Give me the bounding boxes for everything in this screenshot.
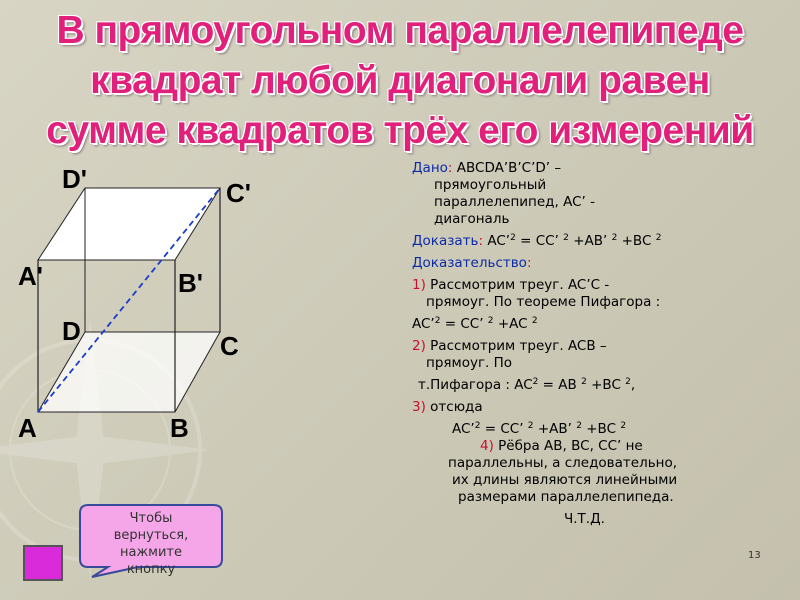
step-1: 1) Рассмотрим треуг. AC’C - [412,277,610,293]
vertex-label-A1: A' [18,261,43,291]
given-text-3: параллелепипед, AC’ - [434,194,595,210]
qed: Ч.Т.Д. [564,511,605,527]
step-1-text-2: прямоуг. По теореме Пифагора : [426,294,661,310]
title-line-2: квадрат любой диагонали равен [90,59,710,102]
vertex-label-A: A [18,413,37,443]
parallelepiped-figure [0,150,260,450]
vertex-label-D1: D' [62,164,87,194]
step-4: 4) Рёбра AB, BC, CC’ не [480,438,643,454]
proof-heading: Доказательство: [412,255,532,271]
page-number: 13 [748,550,761,561]
given-text-4: диагональ [434,211,510,227]
vertex-label-B: B [170,413,189,443]
title-line-1: В прямоугольном параллелепипеде [56,9,744,52]
given-line: Дано: ABCDA’B’C’D’ – [412,160,562,176]
given-label: Дано [412,160,448,176]
prove-label: Доказать [412,233,479,249]
callout-text: Чтобы вернуться, нажмите кнопку [113,511,189,577]
vertex-label-B1: B' [178,268,203,298]
given-text-2: прямоугольный [434,177,547,193]
vertex-label-D: D [62,316,81,346]
step-2-text-2: прямоуг. По [426,355,513,371]
title-line-3: сумме квадратов трёх его измерений [46,109,754,152]
step-3-formula: AC’$^2$ = CC’ $^2$ +AB’ $^2$ +BC $^2$ [452,421,627,437]
step-1-formula: AC’$^2$ = CC’ $^2$ +AC $^2$ [412,316,538,332]
step-2: 2) Рассмотрим треуг. ACB – [412,338,607,354]
step-2-formula: т.Пифагора : $AC^2$ = AB $^2$ +BC $^2$, [418,377,636,393]
step-4-text-2: параллельны, а следовательно, [448,455,678,471]
vertex-label-C: C [220,331,239,361]
vertex-label-C1: C' [226,178,251,208]
prove-line: Доказать: AC’$^2$ = CC’ $^2$ +AB’ $^2$ +BC $^2$ [412,233,662,249]
step-3: 3) отсюда [412,399,483,415]
top-face [38,188,220,260]
back-button[interactable] [23,545,63,581]
slide-title [10,6,790,156]
proof-text [412,160,772,528]
step-4-text-3: их длины являются линейными [452,472,678,488]
step-4-text-4: размерами параллелепипеда. [458,489,674,505]
